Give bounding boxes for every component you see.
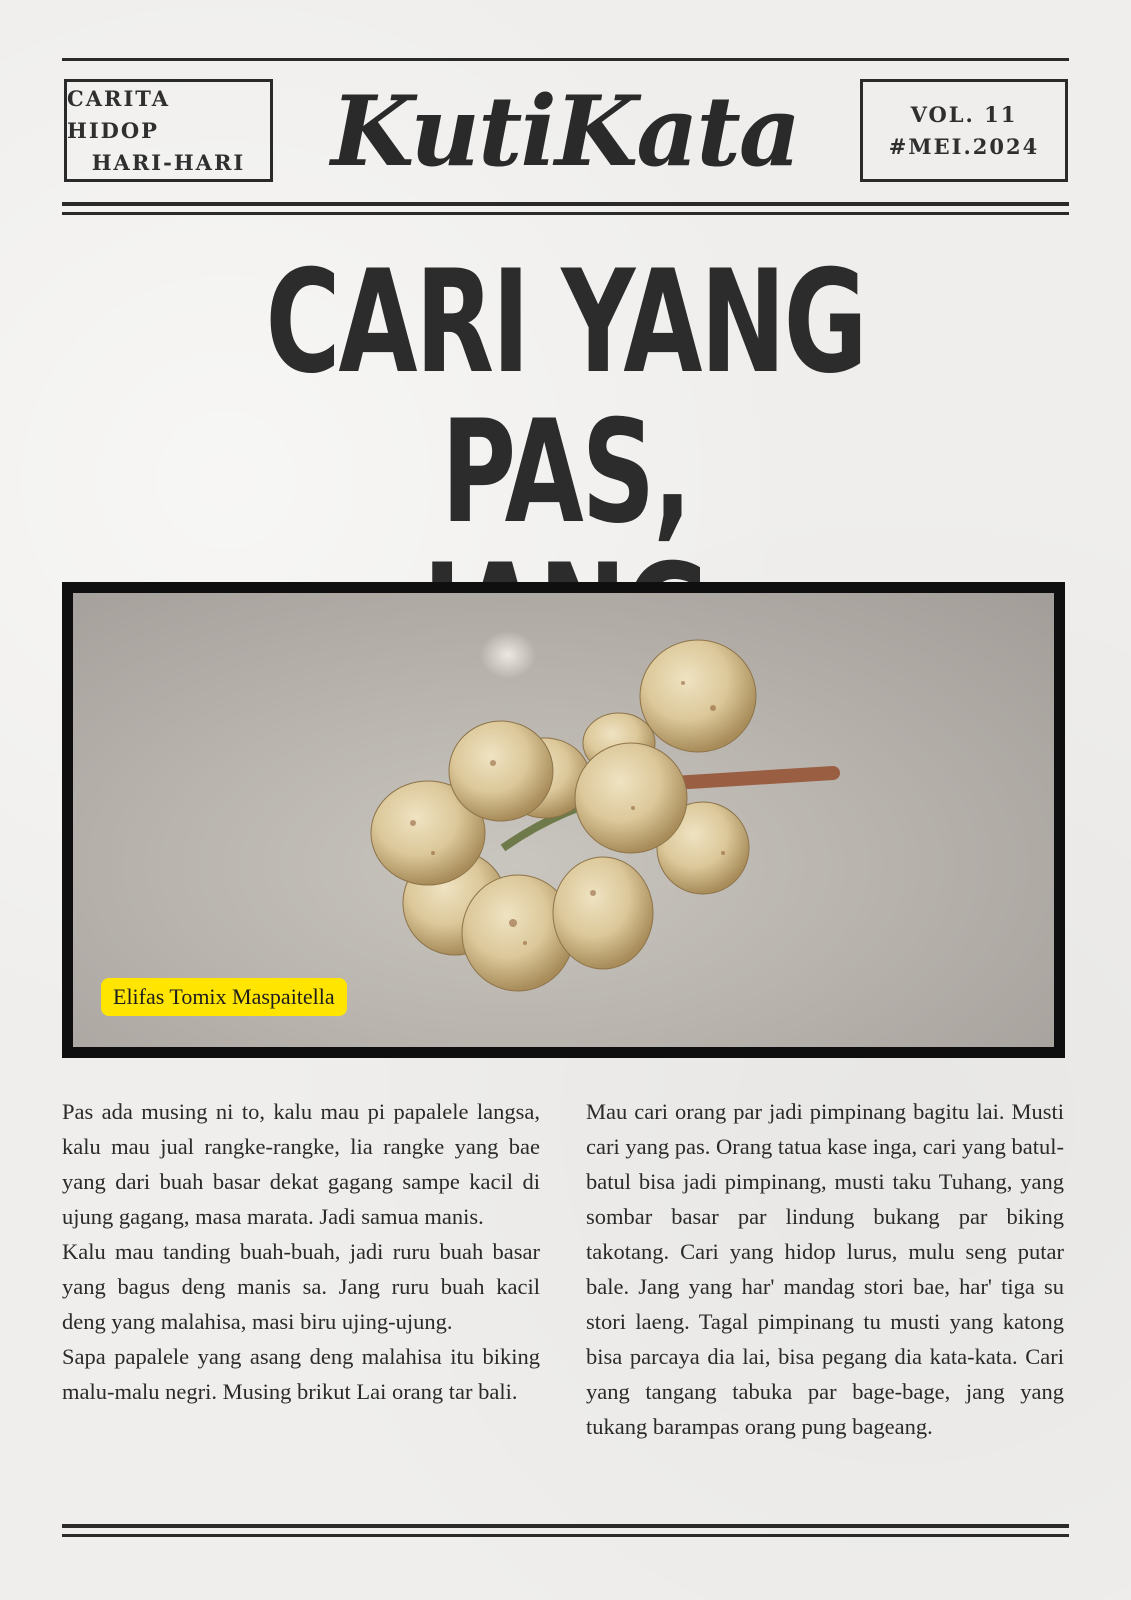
paragraph: Sapa papalele yang asang deng malahisa itu biking malu-malu negri. Musing brikut Lai orang tar bali.	[62, 1344, 540, 1404]
volume-label: VOL. 11	[910, 101, 1018, 127]
photo-frame	[62, 582, 1065, 1058]
paragraph: Mau cari orang par jadi pimpinang bagitu lai. Musti cari yang pas. Orang tatua kase inga, cari yang batul-batul bisa jadi pimpinang, musti taku Tuhang, yang sombar basar par lindung bukang par biking takotang. Cari yang hidop lurus, mulu seng putar bale. Jang yang har' mandag stori bae, har' tiga su stori laeng. Tagal pimpinang tu musti yang katong bisa parcaya dia lai, bisa pegang dia kata-kata. Cari yang tangang tabuka par bage-bage, jang yang tukang barampas orang pung bageang.	[586, 1099, 1064, 1439]
section-line-1: CARITA HIDOP	[67, 85, 171, 143]
paragraph: Kalu mau tanding buah-buah, jadi ruru buah basar yang bagus deng manis sa. Jang ruru buah kacil deng yang malahisa, masi biru ujing-ujung.	[62, 1239, 540, 1334]
paragraph: Pas ada musing ni to, kalu mau pi papalele langsa, kalu mau jual rangke-rangke, lia rangke yang bae yang dari buah basar dekat gagang sampe kacil di ujung gagang, masa marata. Jadi samua manis.	[62, 1099, 540, 1229]
section-line-2: HARI-HARI	[91, 149, 246, 175]
masthead-rule-thin	[62, 212, 1069, 215]
photo-credit: Elifas Tomix Maspaitella	[101, 978, 347, 1016]
masthead-title: KutiKata	[330, 75, 800, 188]
bottom-rule	[62, 1524, 1069, 1528]
top-rule	[62, 58, 1069, 61]
issue-date: #MEI.2024	[888, 133, 1040, 159]
bottom-rule-thin	[62, 1534, 1069, 1537]
headline-line-1: CARI YANG PAS,	[265, 240, 866, 555]
masthead-rule	[62, 202, 1069, 206]
fruit-photo	[73, 593, 1054, 1047]
article-column-right	[586, 1094, 1064, 1444]
issue-box	[860, 79, 1068, 182]
section-box	[64, 79, 273, 182]
article-column-left	[62, 1094, 540, 1409]
